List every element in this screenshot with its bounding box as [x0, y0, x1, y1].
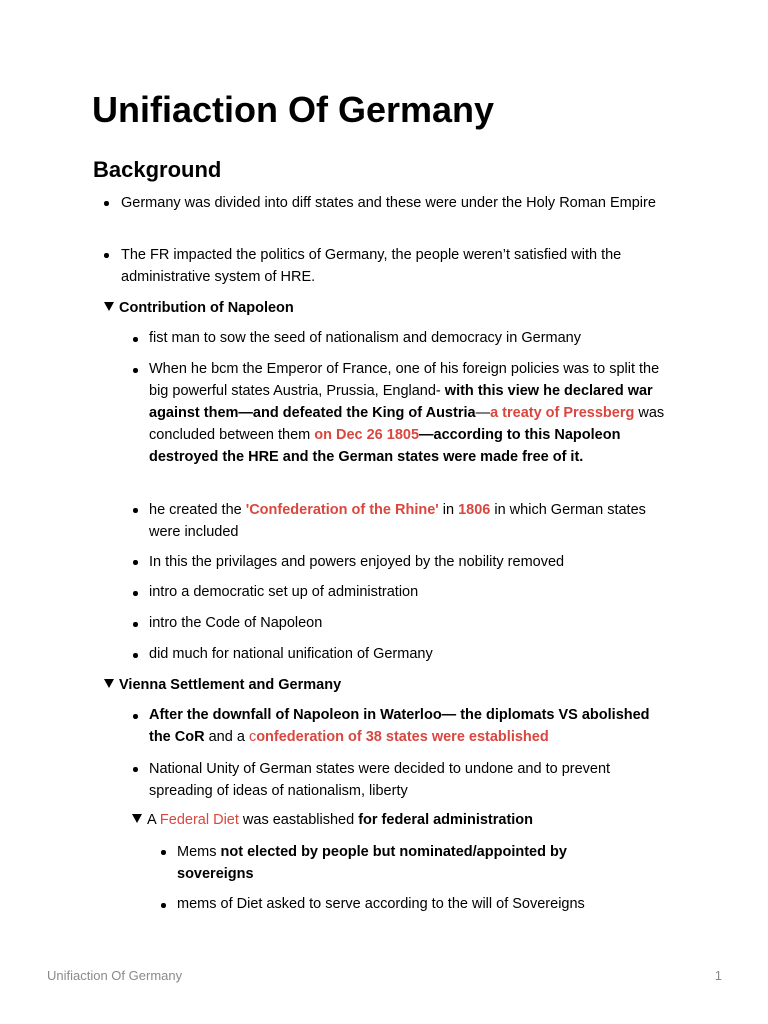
bullet-dot	[104, 253, 109, 258]
list-item	[177, 841, 647, 885]
list-item	[149, 358, 674, 468]
bold-text: with this view he declared war against them—and defeated the King of Austria	[149, 383, 653, 421]
bullet-dot	[161, 850, 166, 855]
list-item: In this the privilages and powers enjoyed by the nobility removed	[149, 554, 565, 570]
highlight-c: c	[248, 729, 257, 745]
page-number: 1	[714, 968, 722, 983]
text-run: and a	[204, 729, 249, 745]
toggle-federal-diet[interactable]	[132, 809, 533, 831]
toggle-label: Contribution of Napoleon	[119, 300, 294, 316]
highlight-confederation-38: onfederation of 38 states were established	[256, 729, 549, 745]
bold-text: After the downfall of Napoleon in Waterloo— the diplomats VS abolished the CoR	[149, 707, 650, 745]
text-run: in	[438, 502, 459, 518]
bullet-dot	[133, 767, 138, 772]
list-item: Germany was divided into diff states and these were under the Holy Roman Empire	[121, 195, 656, 211]
list-item	[149, 499, 674, 543]
bullet-dot	[133, 368, 138, 373]
list-item: mems of Diet asked to serve according to the will of Sovereigns	[177, 896, 585, 912]
footer-title: Unifiaction Of Germany	[47, 968, 183, 983]
highlight-year: 1806	[458, 502, 491, 518]
text-run: A	[147, 812, 160, 828]
bullet-dot	[161, 903, 166, 908]
list-item: intro the Code of Napoleon	[149, 615, 323, 631]
text-run: he created the	[149, 502, 246, 518]
bold-text: for federal administration	[358, 812, 534, 828]
bold-text: —according to this Napoleon destroyed the HRE and the German states were made free of it.	[149, 427, 621, 465]
toggle-label: Vienna Settlement and Germany	[119, 677, 342, 693]
bullet-dot	[133, 560, 138, 565]
list-item: The FR impacted the politics of Germany, the people weren’t satisfied with the administrative system of HRE.	[121, 247, 622, 285]
text-run: was eastablished	[238, 812, 359, 828]
list-item: National Unity of German states were decided to undone and to prevent spreading of ideas of nationalism, liberty	[149, 761, 611, 799]
triangle-down-icon[interactable]	[132, 814, 142, 823]
bullet-dot	[133, 653, 138, 658]
list-item	[149, 704, 674, 748]
bullet-dot	[133, 714, 138, 719]
highlight-federal-diet: Federal Diet	[159, 812, 239, 828]
bullet-dot	[133, 508, 138, 513]
list-item: did much for national unification of Germany	[149, 646, 433, 662]
triangle-down-icon[interactable]	[104, 302, 114, 311]
highlight-date: on Dec 26 1805	[314, 427, 420, 443]
list-item: fist man to sow the seed of nationalism and democracy in Germany	[149, 330, 581, 346]
toggle-vienna-settlement[interactable]	[104, 674, 341, 696]
text-run: When he bcm the Emperor of France, one of his foreign policies was to split the big powerful states Austria, Prussia, England-	[149, 361, 660, 399]
highlight-confederation: 'Confederation of the Rhine'	[245, 502, 439, 518]
text-run: in which German states were included	[149, 502, 646, 540]
background-heading: Background	[93, 157, 222, 182]
highlight-treaty: a treaty of Pressberg	[490, 405, 635, 421]
bullet-dot	[104, 201, 109, 206]
toggle-contribution-of-napoleon[interactable]	[104, 297, 294, 319]
text-run: —	[475, 405, 491, 421]
bullet-dot	[133, 591, 138, 596]
bullet-dot	[133, 337, 138, 342]
document-title: Unifiaction Of Germany	[92, 89, 495, 130]
bold-text: not elected by people but nominated/appointed by sovereigns	[177, 844, 567, 882]
list-item: intro a democratic set up of administration	[149, 584, 419, 600]
bullet-dot	[133, 622, 138, 627]
text-run: Mems	[177, 844, 221, 860]
text-run: was concluded between them	[149, 405, 665, 443]
triangle-down-icon[interactable]	[104, 679, 114, 688]
